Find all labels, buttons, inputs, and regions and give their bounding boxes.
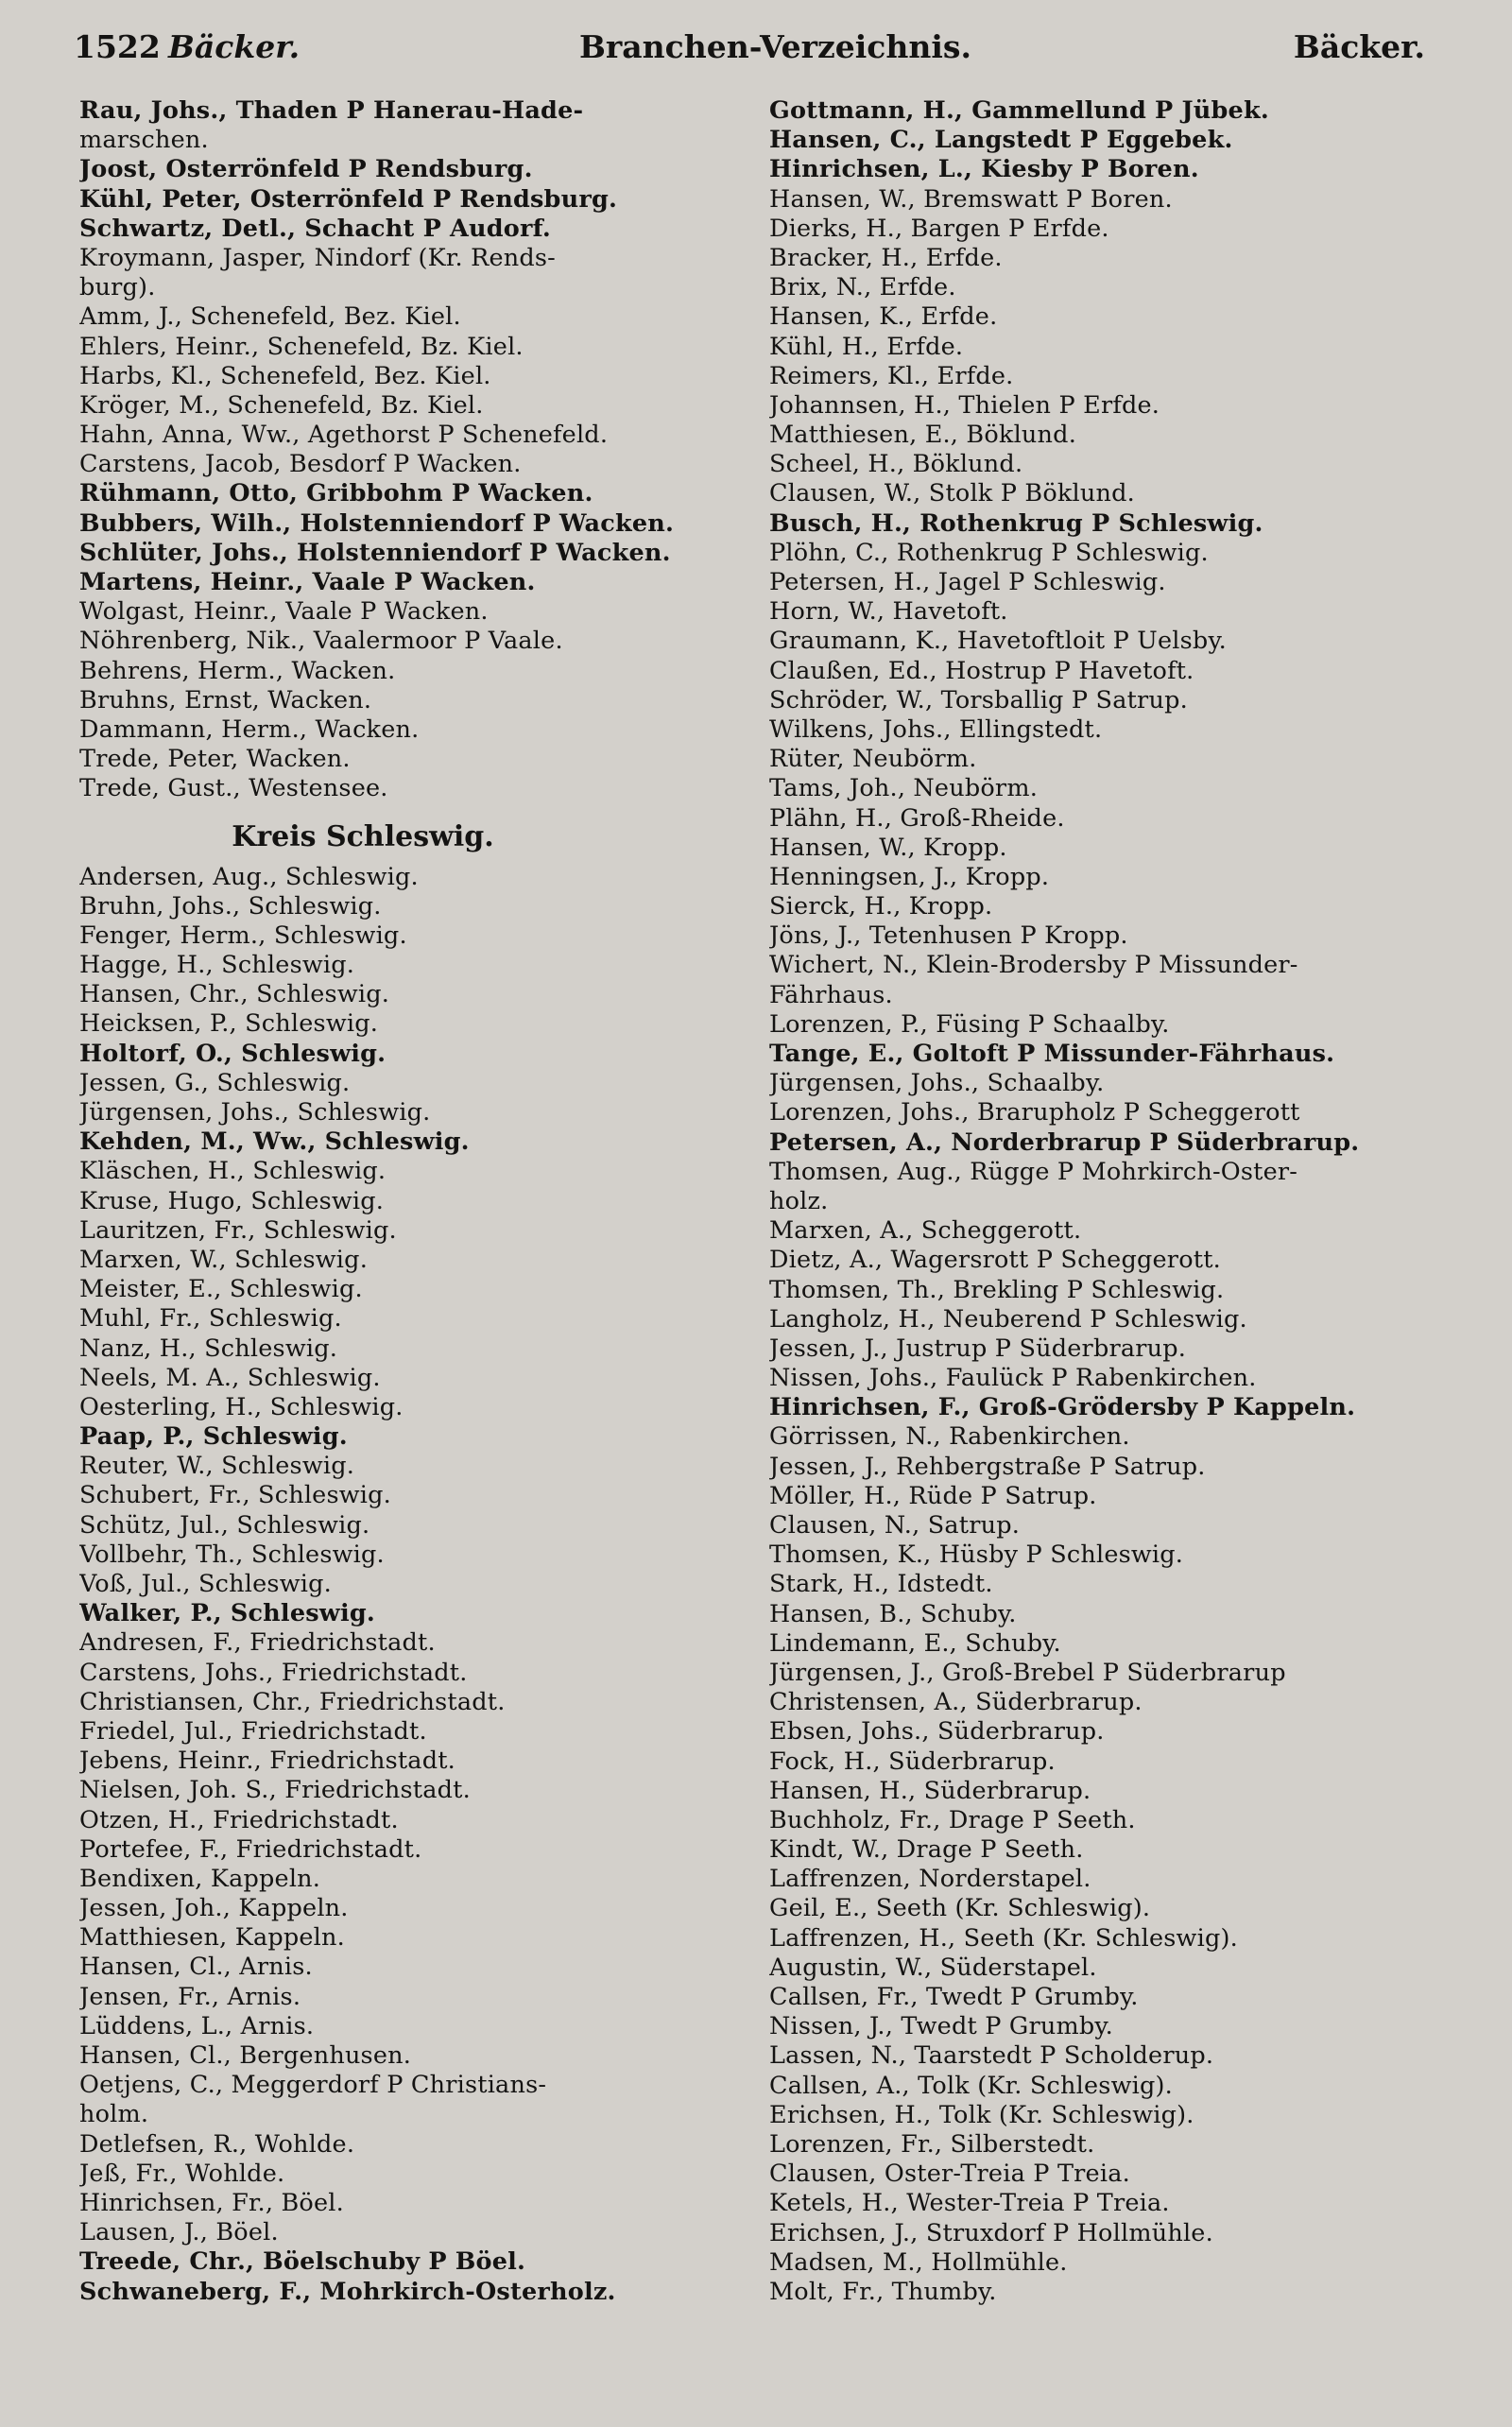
directory-entry: Kröger, M., Schenefeld, Bz. Kiel. xyxy=(79,390,484,420)
directory-entry: Callsen, A., Tolk (Kr. Schleswig). xyxy=(769,2071,1173,2100)
directory-entry: Carstens, Johs., Friedrichstadt. xyxy=(79,1658,468,1687)
directory-entry: Hansen, W., Bremswatt P Boren. xyxy=(769,184,1173,214)
directory-entry: Thomsen, Th., Brekling P Schleswig. xyxy=(769,1275,1225,1304)
directory-entry: Hahn, Anna, Ww., Agethorst P Schenefeld. xyxy=(79,421,609,450)
section-heading: Kreis Schleswig. xyxy=(232,819,494,853)
directory-entry: Andersen, Aug., Schleswig. xyxy=(79,862,419,891)
directory-entry: Otzen, H., Friedrichstadt. xyxy=(79,1805,399,1834)
directory-entry: Carstens, Jacob, Besdorf P Wacken. xyxy=(79,450,522,479)
directory-entry: Lindemann, E., Schuby. xyxy=(769,1628,1061,1658)
directory-entry: Heicksen, P., Schleswig. xyxy=(79,1009,379,1039)
directory-entry: Augustin, W., Süderstapel. xyxy=(769,1953,1097,1982)
directory-entry: holm. xyxy=(79,2100,149,2129)
directory-entry: Kühl, H., Erfde. xyxy=(769,332,964,361)
directory-entry: Ebsen, Johs., Süderbrarup. xyxy=(769,1717,1105,1747)
directory-entry: Rühmann, Otto, Gribbohm P Wacken. xyxy=(79,479,593,508)
directory-entry: Joost, Osterrönfeld P Rendsburg. xyxy=(79,155,533,184)
directory-entry: Lausen, J., Böel. xyxy=(79,2218,279,2247)
directory-entry: Amm, J., Schenefeld, Bez. Kiel. xyxy=(79,302,461,332)
directory-entry: Wilkens, Johs., Ellingstedt. xyxy=(769,714,1103,744)
directory-entry: Paap, P., Schleswig. xyxy=(79,1422,348,1452)
directory-entry: Buchholz, Fr., Drage P Seeth. xyxy=(769,1805,1136,1834)
directory-entry: Brix, N., Erfde. xyxy=(769,273,956,302)
directory-entry: Marxen, W., Schleswig. xyxy=(79,1245,368,1274)
directory-entry: Wolgast, Heinr., Vaale P Wacken. xyxy=(79,597,489,627)
directory-entry: Stark, H., Idstedt. xyxy=(769,1570,993,1599)
directory-entry: Clausen, N., Satrup. xyxy=(769,1511,1021,1540)
directory-entry: Muhl, Fr., Schleswig. xyxy=(79,1304,342,1334)
directory-entry: Oetjens, C., Meggerdorf P Christians- xyxy=(79,2071,547,2100)
directory-entry: Oesterling, H., Schleswig. xyxy=(79,1392,404,1421)
directory-entry: Ketels, H., Wester-Treia P Treia. xyxy=(769,2189,1170,2218)
directory-entry: Molt, Fr., Thumby. xyxy=(769,2277,997,2306)
directory-entry: Vollbehr, Th., Schleswig. xyxy=(79,1540,385,1569)
directory-entry: Jessen, Joh., Kappeln. xyxy=(79,1894,349,1923)
directory-entry: Bracker, H., Erfde. xyxy=(769,243,1003,272)
directory-entry: Trede, Peter, Wacken. xyxy=(79,745,351,774)
directory-entry: Madsen, M., Hollmühle. xyxy=(769,2247,1068,2277)
directory-entry: Portefee, F., Friedrichstadt. xyxy=(79,1834,422,1864)
directory-entry: Claußen, Ed., Hostrup P Havetoft. xyxy=(769,656,1194,685)
directory-entry: Johannsen, H., Thielen P Erfde. xyxy=(769,390,1160,420)
directory-entry: Henningsen, J., Kropp. xyxy=(769,862,1050,891)
directory-entry: Christensen, A., Süderbrarup. xyxy=(769,1688,1143,1717)
directory-entry: Schütz, Jul., Schleswig. xyxy=(79,1510,370,1540)
directory-entry: Lüddens, L., Arnis. xyxy=(79,2011,315,2040)
directory-entry: Marxen, A., Scheggerott. xyxy=(769,1216,1082,1246)
directory-entry: Friedel, Jul., Friedrichstadt. xyxy=(79,1716,427,1746)
directory-entry: Schwartz, Detl., Schacht P Audorf. xyxy=(79,214,551,243)
directory-entry: Hansen, Cl., Arnis. xyxy=(79,1953,313,1982)
header-section-right: Bäcker. xyxy=(1293,28,1425,65)
directory-entry: Rüter, Neubörm. xyxy=(769,745,977,774)
directory-entry: Schwaneberg, F., Mohrkirch-Osterholz. xyxy=(79,2277,616,2306)
directory-entry: Bubbers, Wilh., Holstenniendorf P Wacken. xyxy=(79,508,675,538)
directory-entry: Erichsen, J., Struxdorf P Hollmühle. xyxy=(769,2218,1213,2247)
directory-entry: Harbs, Kl., Schenefeld, Bez. Kiel. xyxy=(79,361,491,390)
page-title: Branchen-Verzeichnis. xyxy=(579,28,971,65)
directory-entry: Kroymann, Jasper, Nindorf (Kr. Rends- xyxy=(79,243,557,272)
directory-entry: Tams, Joh., Neubörm. xyxy=(769,774,1039,803)
directory-entry: Horn, W., Havetoft. xyxy=(769,597,1008,627)
directory-entry: Hansen, B., Schuby. xyxy=(769,1599,1017,1628)
directory-entry: Neels, M. A., Schleswig. xyxy=(79,1363,381,1392)
directory-entry: Hansen, Chr., Schleswig. xyxy=(79,980,390,1009)
directory-entry: Matthiesen, E., Böklund. xyxy=(769,421,1076,450)
directory-entry: Erichsen, H., Tolk (Kr. Schleswig). xyxy=(769,2100,1194,2129)
directory-entry: Trede, Gust., Westensee. xyxy=(79,774,388,803)
directory-entry: Petersen, A., Norderbrarup P Süderbrarup. xyxy=(769,1127,1360,1157)
directory-entry: Jensen, Fr., Arnis. xyxy=(79,1982,301,2011)
directory-entry: Fährhaus. xyxy=(769,980,893,1009)
directory-entry: Dierks, H., Bargen P Erfde. xyxy=(769,214,1109,243)
directory-entry: Petersen, H., Jagel P Schleswig. xyxy=(769,568,1166,596)
directory-entry: Nöhrenberg, Nik., Vaalermoor P Vaale. xyxy=(79,627,563,656)
directory-entry: Holtorf, O., Schleswig. xyxy=(79,1039,387,1068)
directory-entry: Callsen, Fr., Twedt P Grumby. xyxy=(769,1983,1139,2011)
directory-entry: Nanz, H., Schleswig. xyxy=(79,1334,338,1363)
directory-entry: Scheel, H., Böklund. xyxy=(769,450,1023,479)
directory-entry: burg). xyxy=(79,273,156,302)
directory-entry: Ehlers, Heinr., Schenefeld, Bz. Kiel. xyxy=(79,332,524,361)
header-section-left: Bäcker. xyxy=(168,28,301,65)
directory-entry: Jessen, G., Schleswig. xyxy=(79,1068,351,1097)
directory-entry: Thomsen, K., Hüsby P Schleswig. xyxy=(769,1541,1184,1570)
directory-entry: Treede, Chr., Böelschuby P Böel. xyxy=(79,2247,526,2277)
directory-entry: Plähn, H., Groß-Rheide. xyxy=(769,803,1065,833)
directory-entry: Hinrichsen, F., Groß-Grödersby P Kappeln. xyxy=(769,1393,1356,1422)
directory-entry: Jürgensen, Johs., Schaalby. xyxy=(769,1069,1105,1098)
directory-entry: Schlüter, Johs., Holstenniendorf P Wacken. xyxy=(79,538,671,567)
directory-entry: Jürgensen, Johs., Schleswig. xyxy=(79,1098,431,1127)
directory-entry: Laffrenzen, Norderstapel. xyxy=(769,1865,1091,1894)
directory-entry: Geil, E., Seeth (Kr. Schleswig). xyxy=(769,1894,1151,1923)
directory-entry: Reuter, W., Schleswig. xyxy=(79,1452,355,1481)
directory-entry: holz. xyxy=(769,1186,829,1215)
directory-entry: marschen. xyxy=(79,126,209,155)
directory-entry: Behrens, Herm., Wacken. xyxy=(79,656,396,685)
directory-entry: Fock, H., Süderbrarup. xyxy=(769,1747,1056,1776)
left-column xyxy=(79,96,760,2307)
directory-entry: Gottmann, H., Gammellund P Jübek. xyxy=(769,96,1269,125)
directory-entry: Meister, E., Schleswig. xyxy=(79,1275,363,1304)
directory-entry: Reimers, Kl., Erfde. xyxy=(769,361,1014,390)
directory-entry: Andresen, F., Friedrichstadt. xyxy=(79,1628,436,1658)
directory-entry: Jürgensen, J., Groß-Brebel P Süderbrarup xyxy=(769,1658,1286,1687)
directory-entry: Lorenzen, Fr., Silberstedt. xyxy=(769,2129,1095,2159)
directory-entry: Jessen, J., Rehbergstraße P Satrup. xyxy=(769,1452,1206,1481)
directory-entry: Rau, Johs., Thaden P Hanerau-Hade- xyxy=(79,96,584,125)
directory-entry: Hinrichsen, L., Kiesby P Boren. xyxy=(769,155,1199,184)
directory-entry: Bendixen, Kappeln. xyxy=(79,1864,321,1893)
directory-entry: Schröder, W., Torsballig P Satrup. xyxy=(769,685,1188,714)
directory-entry: Plöhn, C., Rothenkrug P Schleswig. xyxy=(769,538,1209,567)
page-header xyxy=(74,28,1425,66)
directory-entry: Lassen, N., Taarstedt P Scholderup. xyxy=(769,2041,1214,2071)
directory-entry: Hagge, H., Schleswig. xyxy=(79,951,355,980)
directory-entry: Detlefsen, R., Wohlde. xyxy=(79,2129,355,2159)
directory-entry: Clausen, Oster-Treia P Treia. xyxy=(769,2160,1130,2189)
directory-entry: Bruhn, Johs., Schleswig. xyxy=(79,891,382,921)
directory-entry: Fenger, Herm., Schleswig. xyxy=(79,921,407,950)
directory-entry: Nissen, J., Twedt P Grumby. xyxy=(769,2012,1113,2041)
directory-entry: Lauritzen, Fr., Schleswig. xyxy=(79,1215,397,1245)
directory-entry: Hansen, W., Kropp. xyxy=(769,833,1007,862)
right-column xyxy=(769,96,1450,2307)
directory-entry: Laffrenzen, H., Seeth (Kr. Schleswig). xyxy=(769,1923,1238,1953)
directory-entry: Thomsen, Aug., Rügge P Mohrkirch-Oster- xyxy=(769,1157,1298,1186)
directory-entry: Clausen, W., Stolk P Böklund. xyxy=(769,479,1135,508)
directory-entry: Görrissen, N., Rabenkirchen. xyxy=(769,1422,1130,1452)
directory-entry: Hansen, H., Süderbrarup. xyxy=(769,1776,1091,1805)
directory-entry: Jeß, Fr., Wohlde. xyxy=(79,2159,285,2188)
directory-entry: Sierck, H., Kropp. xyxy=(769,892,993,921)
directory-entry: Hansen, Cl., Bergenhusen. xyxy=(79,2041,412,2070)
directory-entry: Wichert, N., Klein-Brodersby P Missunder- xyxy=(769,951,1298,980)
directory-entry: Lorenzen, P., Füsing P Schaalby. xyxy=(769,1009,1170,1039)
directory-entry: Christiansen, Chr., Friedrichstadt. xyxy=(79,1687,506,1716)
directory-entry: Tange, E., Goltoft P Missunder-Fährhaus. xyxy=(769,1040,1335,1068)
directory-entry: Jöns, J., Tetenhusen P Kropp. xyxy=(769,921,1128,951)
directory-entry: Matthiesen, Kappeln. xyxy=(79,1923,345,1953)
directory-entry: Busch, H., Rothenkrug P Schleswig. xyxy=(769,508,1263,538)
directory-entry: Kindt, W., Drage P Seeth. xyxy=(769,1835,1084,1865)
directory-entry: Walker, P., Schleswig. xyxy=(79,1599,375,1628)
directory-entry: Bruhns, Ernst, Wacken. xyxy=(79,685,372,714)
directory-entry: Kühl, Peter, Osterrönfeld P Rendsburg. xyxy=(79,184,618,214)
directory-entry: Kläschen, H., Schleswig. xyxy=(79,1157,387,1186)
directory-entry: Nielsen, Joh. S., Friedrichstadt. xyxy=(79,1776,471,1805)
directory-entry: Kehden, M., Ww., Schleswig. xyxy=(79,1127,470,1157)
directory-entry: Dietz, A., Wagersrott P Scheggerott. xyxy=(769,1246,1221,1275)
directory-entry: Voß, Jul., Schleswig. xyxy=(79,1570,332,1598)
directory-entry: Dammann, Herm., Wacken. xyxy=(79,714,420,744)
directory-entry: Nissen, Johs., Faulück P Rabenkirchen. xyxy=(769,1364,1257,1393)
directory-entry: Graumann, K., Havetoftloit P Uelsby. xyxy=(769,627,1227,656)
page-number: 1522 xyxy=(74,28,161,65)
directory-entry: Jebens, Heinr., Friedrichstadt. xyxy=(79,1747,455,1776)
directory-entry: Möller, H., Rüde P Satrup. xyxy=(769,1481,1097,1510)
directory-entry: Hansen, K., Erfde. xyxy=(769,302,998,332)
directory-entry: Kruse, Hugo, Schleswig. xyxy=(79,1186,385,1215)
directory-entry: Hansen, C., Langstedt P Eggebek. xyxy=(769,126,1233,155)
directory-entry: Langholz, H., Neuberend P Schleswig. xyxy=(769,1304,1247,1334)
directory-entry: Lorenzen, Johs., Brarupholz P Scheggerott xyxy=(769,1098,1300,1127)
directory-entry: Jessen, J., Justrup P Süderbrarup. xyxy=(769,1334,1187,1363)
directory-entry: Schubert, Fr., Schleswig. xyxy=(79,1481,391,1510)
directory-entry: Martens, Heinr., Vaale P Wacken. xyxy=(79,568,536,596)
directory-entry: Hinrichsen, Fr., Böel. xyxy=(79,2188,344,2217)
